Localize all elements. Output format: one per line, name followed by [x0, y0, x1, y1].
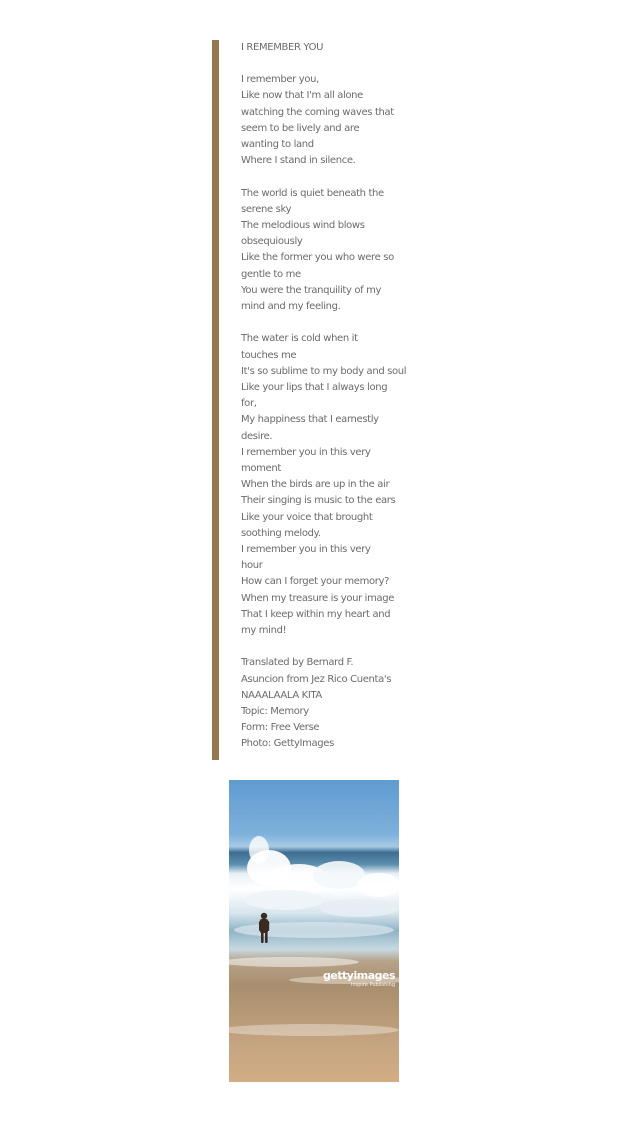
credit-original-title: NAAALAALA KITA [241, 689, 322, 701]
poem-line: soothing melody. [241, 527, 321, 539]
stanza-2 [241, 186, 441, 316]
poem-line: The water is cold when it [241, 333, 358, 345]
wave-scene-illustration [229, 780, 399, 1082]
getty-watermark [323, 970, 395, 988]
poem-line: obsequiously [241, 236, 303, 248]
poem-line: I remember you in this very [241, 446, 371, 458]
credit-form: Form: Free Verse [241, 722, 320, 734]
poem-line: wanting to land [241, 139, 314, 151]
poem [241, 40, 441, 769]
poem-line: watching the coming waves that [241, 106, 394, 118]
watermark-sub: Inspire Publishing [351, 982, 395, 988]
watermark-brand: gettyimages [322, 969, 395, 982]
poem-line: desire. [241, 430, 273, 442]
poem-line: I remember you in this very [241, 544, 371, 556]
poem-line: serene sky [241, 203, 292, 215]
poem-credits [241, 655, 441, 752]
credit-translator: Translated by Bernard F. [241, 657, 354, 669]
stanza-3 [241, 331, 441, 639]
poem-line: You were the tranquility of my [241, 284, 382, 296]
poem-line: Like the former you who were so [241, 252, 394, 264]
poem-line: Their singing is music to the ears [241, 495, 396, 507]
poem-line: Like your voice that brought [241, 511, 373, 523]
poem-line: hour [241, 560, 263, 572]
poem-title: I REMEMBER YOU [241, 42, 324, 53]
poem-line: moment [241, 463, 281, 475]
credit-source: Asuncion from Jez Rico Cuenta's [241, 673, 392, 685]
person-silhouette [259, 913, 269, 943]
poem-line: Like now that I'm all alone [241, 90, 363, 102]
accent-bar [212, 40, 219, 760]
poem-line: The melodious wind blows [241, 220, 365, 232]
poem-line: mind and my feeling. [241, 301, 341, 313]
poem-line: My happiness that I earnestly [241, 414, 379, 426]
credit-topic: Topic: Memory [241, 706, 309, 718]
poem-line: Where I stand in silence. [241, 155, 356, 167]
poem-line: When my treasure is your image [241, 592, 395, 604]
poem-line: I remember you, [241, 74, 319, 86]
poem-line: It's so sublime to my body and soul [241, 365, 407, 377]
poem-line: How can I forget your memory? [241, 576, 390, 588]
poem-line: touches me [241, 349, 297, 361]
stanza-1 [241, 72, 441, 169]
poem-line: for, [241, 398, 257, 410]
poem-line: The world is quiet beneath the [241, 187, 384, 199]
poem-line: That I keep within my heart and [241, 608, 391, 620]
poem-line: Like your lips that I always long [241, 382, 388, 394]
poem-line: gentle to me [241, 268, 301, 280]
beach-wave-photo [229, 780, 399, 1082]
poem-line: When the birds are up in the air [241, 479, 390, 491]
poem-line: my mind! [241, 625, 287, 637]
poem-line: seem to be lively and are [241, 122, 360, 134]
credit-photo: Photo: GettyImages [241, 738, 334, 750]
